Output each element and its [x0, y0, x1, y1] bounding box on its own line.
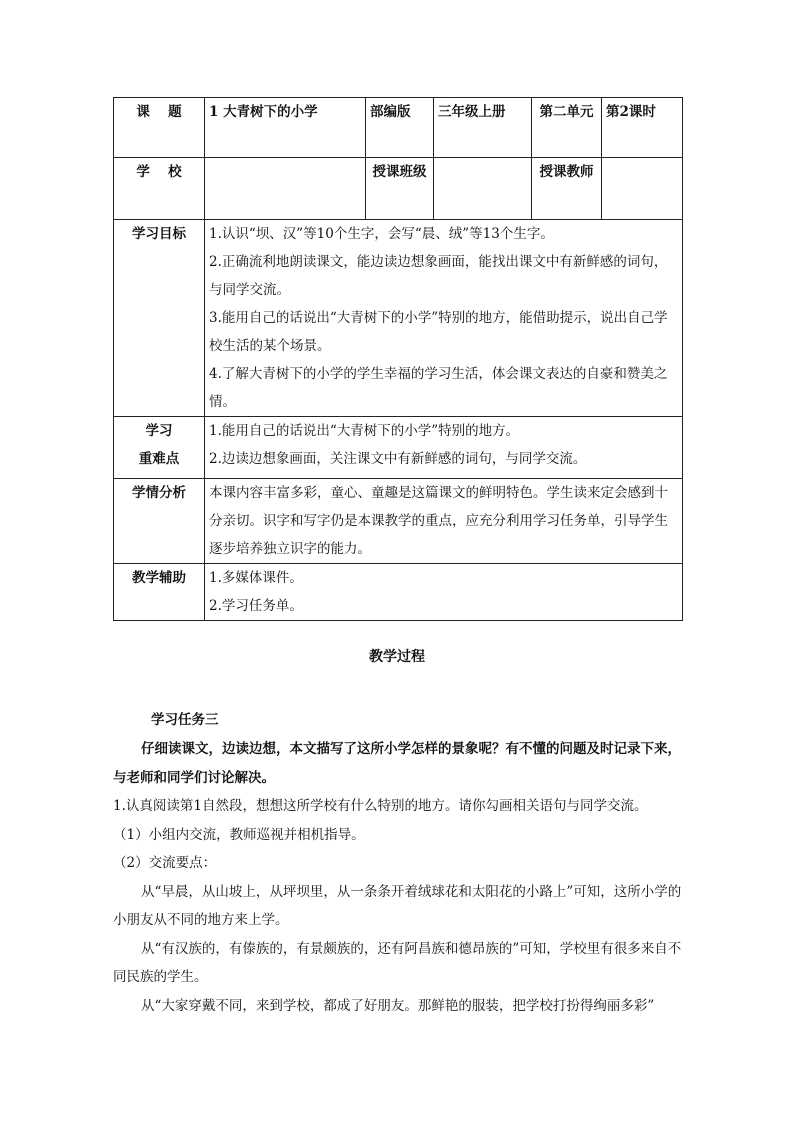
- key-point-3: 从“大家穿戴不同，来到学校，都成了好朋友。那鲜艳的服装，把学校打扮得绚丽多彩”: [141, 997, 655, 1014]
- goal-item: 4.了解大青树下的小学的学生幸福的学习生活，体会课文表达的自豪和赞美之情。: [209, 366, 668, 410]
- analysis-label: 学情分析: [114, 479, 205, 564]
- key-point-1: 从“早晨，从山坡上，从坪坝里，从一条条开着绒球花和太阳花的小路上”可知，这所小学的小朋友从不同的地方来上学。: [113, 883, 682, 928]
- school-value: [205, 158, 366, 220]
- class-value: [434, 158, 532, 220]
- table-row-keypoints: [114, 417, 683, 479]
- table-row-goals: [114, 220, 683, 417]
- process-heading: 教学过程: [369, 649, 425, 665]
- teacher-value: [602, 158, 683, 220]
- keypoint-item: 2.边读边想象画面，关注课文中有新鲜感的词句，与同学交流。: [209, 451, 587, 467]
- keypoints-label-line2: 重难点: [138, 451, 180, 467]
- goal-item: 1.认识“坝、汉”等10个生字，会写“晨、绒”等13个生字。: [209, 226, 554, 242]
- sub-step-2: （2）交流要点：: [113, 855, 217, 871]
- aid-item: 2.学习任务单。: [209, 598, 303, 614]
- aids-content: [205, 564, 683, 621]
- period-value: 第2课时: [602, 98, 683, 158]
- goals-content: [205, 220, 683, 417]
- analysis-content: 本课内容丰富多彩，童心、童趣是这篇课文的鲜明特色。学生读来定会感到十分亲切。识字和写字仍是本课教学的重点，应充分利用学习任务单，引导学生逐步培养独立识字的能力。: [205, 479, 683, 564]
- teacher-label: 授课教师: [532, 158, 602, 220]
- process-body: [113, 735, 683, 1020]
- keypoints-label: [114, 417, 205, 479]
- lesson-plan-table: [113, 97, 683, 621]
- task-intro: 仔细读课文，边读边想，本文描写了这所小学怎样的景象呢？有不懂的问题及时记录下来，与老师和同学们讨论解决。: [113, 741, 681, 786]
- school-label: 学 校: [114, 158, 205, 220]
- sub-step-1: （1）小组内交流，教师巡视并相机指导。: [113, 826, 365, 843]
- grade-value: 三年级上册: [434, 98, 532, 158]
- table-row-title: [114, 98, 683, 158]
- goal-item: 3.能用自己的话说出“大青树下的小学”特别的地方，能借助提示，说出自己学校生活的某个场景。: [209, 310, 668, 354]
- topic-label: 课 题: [114, 98, 205, 158]
- table-row-aids: [114, 564, 683, 621]
- topic-value: 1 大青树下的小学: [205, 98, 366, 158]
- key-point-2: 从“有汉族的，有傣族的，有景颇族的，还有阿昌族和德昂族的”可知，学校里有很多来自不同民族的学生。: [113, 940, 682, 985]
- table-row-school: [114, 158, 683, 220]
- step-1: 1.认真阅读第1自然段，想想这所学校有什么特别的地方。请你勾画相关语句与同学交流。: [113, 798, 648, 814]
- unit-value: 第二单元: [532, 98, 602, 158]
- aids-label: 教学辅助: [114, 564, 205, 621]
- goals-label: 学习目标: [114, 220, 205, 417]
- keypoints-label-line1: 学习: [145, 423, 173, 439]
- keypoint-item: 1.能用自己的话说出“大青树下的小学”特别的地方。: [209, 423, 520, 439]
- table-row-analysis: [114, 479, 683, 564]
- keypoints-content: [205, 417, 683, 479]
- goal-item: 2.正确流利地朗读课文，能边读边想象画面，能找出课文中有新鲜感的词句，与同学交流。: [209, 254, 668, 298]
- task-title: 学习任务三: [151, 712, 219, 728]
- class-label: 授课班级: [366, 158, 434, 220]
- edition-value: 部编版: [366, 98, 434, 158]
- aid-item: 1.多媒体课件。: [209, 570, 303, 586]
